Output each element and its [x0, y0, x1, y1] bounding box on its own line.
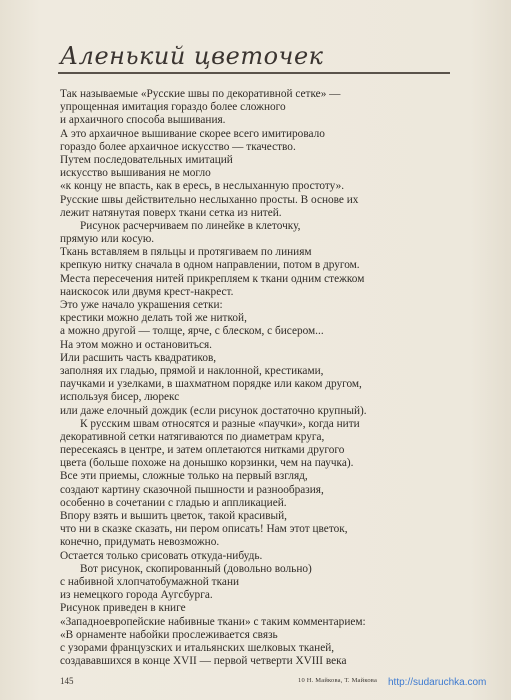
text-line: крестики можно делать той же ниткой,	[60, 312, 247, 325]
text-line: Рисунок приведен в книге	[60, 602, 186, 615]
text-line: упрощенная имитация гораздо более сложного	[60, 101, 286, 114]
text-line: Путем последовательных имитаций	[60, 153, 233, 166]
text-line: конечно, придумать невозможно.	[60, 536, 220, 549]
text-line: Остается только срисовать откуда-нибудь.	[60, 549, 263, 562]
heading-underline	[58, 72, 450, 74]
text-line: или даже елочный дождик (если рисунок достаточно крупный).	[60, 404, 367, 417]
text-line: из немецкого города Аугсбурга.	[60, 589, 213, 602]
text-line: Впору взять и вышить цветок, такой красивый,	[60, 510, 287, 522]
text-line: лежит натянутая поверх ткани сетка из нитей.	[60, 206, 282, 219]
text-line: наискосок или двумя крест-накрест.	[60, 285, 234, 298]
text-line: заполняя их гладью, прямой и наклонной, крестиками,	[60, 364, 324, 377]
chapter-heading	[58, 40, 448, 84]
text-line: и архаичного способа вышивания.	[60, 114, 226, 127]
chapter-title: Аленький цветочек	[60, 42, 324, 70]
text-line: цвета (больше похоже на донышко корзинки, чем на паучка).	[60, 457, 354, 470]
text-line: создают картину сказочной пышности и разнообразия,	[60, 483, 324, 496]
page-number: 145	[60, 676, 74, 686]
text-line: используя бисер, люрекс	[60, 391, 180, 404]
text-line: На этом можно и остановиться.	[60, 338, 212, 351]
text-line: Вот рисунок, скопированный (довольно вольно)	[80, 562, 312, 575]
text-line: крепкую нитку сначала в одном направлении, потом в другом.	[60, 259, 360, 272]
text-line: прямую или косую.	[60, 233, 155, 246]
text-line: гораздо более архаичное искусство — ткачество.	[60, 140, 296, 153]
body-text	[60, 88, 460, 668]
text-line: Рисунок расчерчиваем по линейке в клеточку,	[80, 219, 301, 232]
text-line: Это уже начало украшения сетки:	[60, 299, 223, 311]
text-line: искусство вышивания не могло	[60, 167, 211, 180]
text-line: Ткань вставляем в пяльцы и протягиваем по линиям	[60, 246, 312, 259]
text-line: «В орнаменте набойки прослеживается связь	[60, 628, 278, 641]
watermark-link[interactable]: http://sudaruchka.com	[388, 677, 487, 688]
text-line: Или расшить часть квадратиков,	[60, 351, 217, 364]
text-line: декоративной сетки натягиваются по диаметрам круга,	[60, 430, 325, 443]
text-line: пересекаясь в центре, и затем оплетаются нитками другого	[60, 444, 345, 457]
text-line: паучками и узелками, в шахматном порядке или каком другом,	[60, 378, 362, 391]
text-line: создававшихся в конце XVII — первой четверти XVIII века	[60, 655, 347, 668]
text-line: Все эти приемы, сложные только на первый взгляд,	[60, 470, 308, 483]
text-line: Так называемые «Русские швы по декоративной сетке» —	[60, 88, 341, 100]
text-line: особенно в сочетании с гладью и аппликацией.	[60, 496, 287, 509]
text-line: Места пересечения нитей прикрепляем к ткани одним стежком	[60, 272, 365, 285]
text-line: К русским швам относятся и разные «паучки», когда нити	[80, 417, 360, 430]
text-line: с набивной хлопчатобумажной ткани	[60, 575, 240, 588]
text-line: Русские швы действительно неслыханно просты. В основе их	[60, 193, 359, 206]
text-line: «Западноевропейские набивные ткани» с таким комментарием:	[60, 615, 366, 628]
running-footer-authors: 10 Н. Майкова, Т. Майкова	[298, 677, 378, 684]
text-line: что ни в сказке сказать, ни пером описать! Нам этот цветок,	[60, 523, 348, 536]
text-line: «к концу не впасть, как в ересь, в неслыханную простоту».	[60, 180, 345, 193]
text-line: а можно другой — толще, ярче, с блеском, с бисером...	[60, 325, 324, 338]
text-line: А это архаичное вышивание скорее всего имитировало	[60, 127, 325, 140]
text-line: с узорами французских и итальянских шелковых тканей,	[60, 641, 335, 654]
